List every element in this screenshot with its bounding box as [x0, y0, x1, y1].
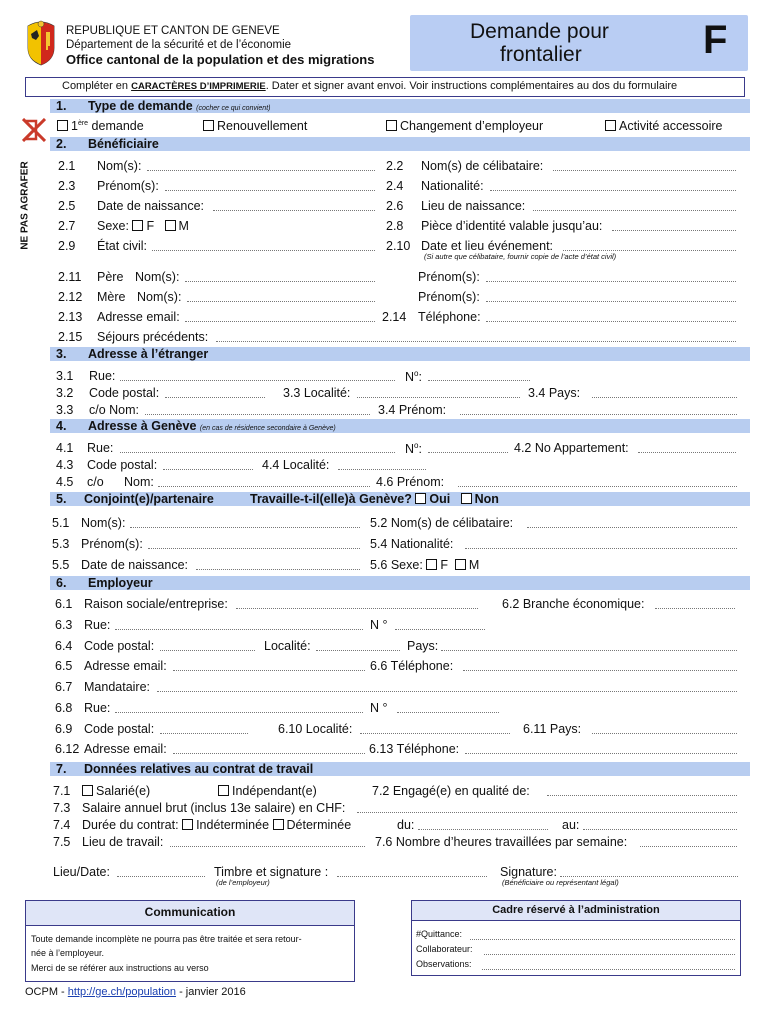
label: demande [88, 119, 144, 133]
label: Activité accessoire [619, 119, 723, 133]
field-label-surname: Nom(s): [97, 159, 142, 173]
field-label-postcode-abroad: Code postal: [89, 386, 160, 400]
label: Indéterminée [196, 818, 270, 832]
field-number: 2.10 [386, 239, 411, 253]
input-mother-name[interactable] [187, 301, 375, 302]
option-secondary-activity[interactable] [605, 119, 723, 133]
input-agent-locality[interactable] [360, 733, 510, 734]
field-number: 2.12 [58, 290, 83, 304]
field-label-nationality: Nationalité: [421, 179, 484, 193]
label: N [405, 370, 415, 385]
input-agent-postcode[interactable] [160, 733, 248, 734]
field-label-co-geneva: c/o [87, 475, 104, 489]
input-employer-phone[interactable] [463, 670, 737, 671]
field-label-business-sector: 6.2 Branche économique: [502, 597, 645, 611]
field-label-spouse-sex: 5.6 Sexe: [370, 558, 423, 572]
communication-header [26, 901, 354, 926]
input-civil-status[interactable] [152, 250, 375, 251]
input-number-geneva[interactable] [428, 452, 508, 453]
section-1-header [50, 99, 750, 113]
admin-input-observations[interactable] [482, 969, 735, 970]
field-label-co-name-abroad: c/o Nom: [89, 403, 140, 417]
field-label-co-first-name-abroad: 3.4 Prénom: [378, 403, 447, 417]
field-label-street-geneva: Rue: [87, 441, 114, 455]
field-label-to: au: [562, 818, 580, 832]
input-birth-date[interactable] [213, 210, 375, 211]
label-sup: o [414, 441, 419, 450]
field-number: 5.1 [52, 516, 70, 530]
header-republic: REPUBLIQUE ET CANTON DE GENEVE [66, 25, 280, 37]
field-number: 4.3 [56, 458, 74, 472]
field-number: 4.1 [56, 441, 74, 455]
admin-label-staff: Collaborateur: [416, 944, 473, 954]
field-label-employer-locality: Localité: [264, 639, 311, 653]
field-label-agent-phone: 6.13 Téléphone: [369, 742, 460, 756]
input-employer-street[interactable] [115, 629, 363, 630]
input-co-first-name-geneva[interactable] [458, 486, 737, 487]
field-number: 6.8 [55, 701, 73, 715]
field-label-employer-postcode: Code postal: [84, 639, 155, 653]
field-label-mother-first-name: Prénom(s): [418, 290, 480, 304]
input-co-name-geneva[interactable] [158, 486, 370, 487]
label: Changement d’employeur [400, 119, 544, 133]
admin-input-staff[interactable] [484, 954, 735, 955]
section-number: 1. [56, 99, 67, 113]
header-office: Office cantonal de la population et des migrations [66, 52, 375, 67]
field-number: 2.2 [386, 159, 404, 173]
section-title: Bénéficiaire [88, 137, 159, 151]
field-label-country-abroad: 3.4 Pays: [528, 386, 581, 400]
input-agent-number[interactable] [397, 712, 499, 713]
input-employer-email[interactable] [173, 670, 365, 671]
employer-stamp-note: (de l’employeur) [216, 878, 270, 887]
section-title: Conjoint(e)/partenaire [84, 492, 214, 506]
communication-line2: née à l’employeur. [31, 948, 105, 958]
field-number: 2.7 [58, 219, 76, 233]
field-spouse-sex [370, 558, 479, 572]
question-text: Travaille-t-il(elle)à Genève? [250, 492, 412, 506]
instructions-post: . Dater et signer avant envoi. Voir instructions complémentaires au dos du formulaire [265, 80, 678, 92]
input-employer-country[interactable] [441, 650, 737, 651]
section-number: 3. [56, 347, 67, 361]
field-number: 2.3 [58, 179, 76, 193]
footer [25, 986, 246, 998]
field-label-weekly-hours: 7.6 Nombre d’heures travaillées par semaine: [375, 835, 628, 849]
checkbox[interactable] [82, 785, 93, 796]
field-number: 3.1 [56, 369, 74, 383]
field-label-employer-phone: 6.6 Téléphone: [370, 659, 454, 673]
field-number: 4.5 [56, 475, 74, 489]
section-7-header [50, 762, 750, 776]
communication-line3: Merci de se référer aux instructions au verso [31, 963, 209, 973]
field-label-agent-street: Rue: [84, 701, 111, 715]
communication-line1: Toute demande incomplète ne pourra pas être traitée et sera retour- [31, 934, 302, 944]
label: Renouvellement [217, 119, 308, 133]
checkbox[interactable] [386, 120, 397, 131]
spouse-works-geneva-question [250, 492, 499, 506]
input-locality-geneva[interactable] [338, 469, 426, 470]
permit-letter: F [703, 18, 728, 62]
field-label-previous-stays: Séjours précédents: [97, 330, 209, 344]
section-title: Données relatives au contrat de travail [84, 762, 314, 776]
checkbox-oui[interactable] [415, 493, 426, 504]
field-label-agent-email: Adresse email: [84, 742, 167, 756]
input-weekly-hours[interactable] [640, 846, 737, 847]
input-co-name-abroad[interactable] [145, 414, 370, 415]
field-label-employer-country: Pays: [407, 639, 439, 653]
label: F [440, 558, 448, 572]
field-label-employer-stamp: Timbre et signature : [214, 865, 329, 879]
label-sup: ère [77, 119, 89, 127]
label: M [468, 558, 480, 572]
checkbox-sex-f[interactable] [132, 220, 143, 231]
field-label-spouse-nationality: 5.4 Nationalité: [370, 537, 454, 551]
input-maiden-name[interactable] [553, 170, 736, 171]
footer-date: - janvier 2016 [176, 986, 246, 998]
input-birth-place[interactable] [533, 210, 736, 211]
checkbox-sex-m[interactable] [165, 220, 176, 231]
field-label-co-first-name-geneva: 4.6 Prénom: [376, 475, 445, 489]
field-label-locality-abroad: 3.3 Localité: [283, 386, 351, 400]
field-number: 3.2 [56, 386, 74, 400]
input-agent-country[interactable] [592, 733, 737, 734]
input-co-first-name-abroad[interactable] [460, 414, 737, 415]
option-employee[interactable] [82, 784, 150, 798]
section-title [88, 99, 270, 116]
field-number: 6.4 [55, 639, 73, 653]
field-label-civil-status: État civil: [97, 239, 148, 253]
input-phone[interactable] [486, 321, 736, 322]
field-label-postcode-geneva: Code postal: [87, 458, 158, 472]
field-label-mother-name: Nom(s): [137, 290, 182, 304]
input-event-date-place[interactable] [563, 250, 736, 251]
field-label-id-validity: Pièce d’identité valable jusqu’au: [421, 219, 603, 233]
instructions-text [62, 80, 677, 92]
input-mother-first-name[interactable] [486, 301, 736, 302]
field-label-email: Adresse email: [97, 310, 180, 324]
field-label-father: Père [97, 270, 124, 284]
input-agent-phone[interactable] [465, 753, 737, 754]
field-number: 6.3 [55, 618, 73, 632]
input-spouse-birth-date[interactable] [196, 569, 360, 570]
footer-link[interactable]: http://ge.ch/population [67, 986, 177, 998]
field-number: 2.14 [382, 310, 407, 324]
admin-label-observations: Observations: [416, 959, 472, 969]
section-6-header [50, 576, 750, 590]
field-number: 5.5 [52, 558, 70, 572]
input-spouse-maiden-name[interactable] [527, 527, 737, 528]
field-label-street-abroad: Rue: [89, 369, 116, 383]
field-label-spouse-birth-date: Date de naissance: [81, 558, 189, 572]
checkbox-spouse-sex-f[interactable] [426, 559, 437, 570]
field-number: 2.4 [386, 179, 404, 193]
input-spouse-first-name[interactable] [148, 548, 360, 549]
field-number: 3.3 [56, 403, 74, 417]
label: : [418, 442, 422, 457]
input-place-date[interactable] [117, 876, 205, 877]
footer-prefix: OCPM - [25, 986, 68, 998]
field-number: 2.5 [58, 199, 76, 213]
input-email[interactable] [185, 321, 375, 322]
field-label-birth-date: Date de naissance: [97, 199, 205, 213]
field-label-place-date: Lieu/Date: [53, 865, 110, 879]
input-business-sector[interactable] [655, 608, 735, 609]
field-label-spouse-surname: Nom(s): [81, 516, 126, 530]
checkbox-spouse-sex-m[interactable] [455, 559, 466, 570]
section-number: 6. [56, 576, 67, 590]
section-number: 7. [56, 762, 67, 776]
input-number-abroad[interactable] [428, 380, 530, 381]
field-label-from: du: [397, 818, 415, 832]
section-number: 4. [56, 419, 67, 433]
label: : [418, 370, 422, 385]
field-number: 6.7 [55, 680, 73, 694]
label: Non [474, 492, 499, 506]
field-label-spouse-first-name: Prénom(s): [81, 537, 143, 551]
field-label-sex: Sexe: [97, 219, 129, 233]
input-country-abroad[interactable] [592, 397, 737, 398]
option-first-request[interactable] [57, 119, 144, 133]
field-label-contract-duration: Durée du contrat: [82, 818, 179, 832]
admin-box [411, 900, 741, 976]
doc-title-line2: frontalier [500, 43, 582, 66]
input-workplace[interactable] [170, 846, 365, 847]
field-label-father-name: Nom(s): [135, 270, 180, 284]
input-spouse-surname[interactable] [130, 527, 360, 528]
field-number: 2.9 [58, 239, 76, 253]
checkbox-indefinite[interactable] [182, 819, 193, 830]
label: Salarié(e) [96, 784, 151, 798]
geneva-coat-of-arms-logo [22, 18, 60, 66]
input-father-name[interactable] [185, 281, 375, 282]
field-label-mother: Mère [97, 290, 126, 304]
communication-box [25, 900, 355, 982]
label: F [146, 219, 155, 233]
field-label-spouse-maiden-name: 5.2 Nom(s) de célibataire: [370, 516, 514, 530]
section-4-header [50, 419, 750, 433]
field-sex [97, 219, 189, 233]
field-label-number-abroad [405, 369, 422, 384]
section-title: Adresse à l’étranger [88, 347, 209, 361]
field-contract-duration [82, 818, 351, 832]
input-first-name[interactable] [165, 190, 375, 191]
admin-label-receipt: #Quittance: [416, 929, 463, 939]
signature-note: (Bénéficiaire ou représentant légal) [502, 878, 619, 887]
field-number: 7.4 [53, 818, 71, 832]
input-street-geneva[interactable] [120, 452, 395, 453]
section-number: 5. [56, 492, 67, 506]
section-title [88, 419, 336, 436]
label: 1 [71, 119, 78, 133]
input-previous-stays[interactable] [216, 341, 736, 342]
field-number: 6.12 [55, 742, 80, 756]
doc-title-line1: Demande pour [470, 20, 609, 43]
input-agent-street[interactable] [115, 712, 363, 713]
field-number: 2.15 [58, 330, 83, 344]
input-employer-postcode[interactable] [160, 650, 255, 651]
label: Déterminée [286, 818, 352, 832]
admin-input-receipt[interactable] [470, 939, 735, 940]
section-title-text: Adresse à Genève [88, 419, 197, 433]
field-number: 2.13 [58, 310, 83, 324]
input-surname[interactable] [147, 170, 375, 171]
section-note: (en cas de résidence secondaire à Genève) [199, 425, 336, 432]
label: Oui [429, 492, 451, 506]
no-staple-icon [22, 118, 46, 142]
field-label-company: Raison sociale/entreprise: [84, 597, 228, 611]
input-street-abroad[interactable] [120, 380, 395, 381]
field-number: 7.5 [53, 835, 71, 849]
input-postcode-abroad[interactable] [165, 397, 265, 398]
checkbox[interactable] [605, 120, 616, 131]
field-label-phone: Téléphone: [418, 310, 481, 324]
field-label-agent-number: N ° [370, 701, 388, 715]
option-change-employer[interactable] [386, 119, 543, 133]
field-label-employer-street: Rue: [84, 618, 111, 632]
option-renewal[interactable] [203, 119, 307, 133]
input-annual-salary[interactable] [357, 812, 737, 813]
side-label-no-staple: NE PAS AGRAFER [19, 161, 31, 250]
label: N [405, 442, 415, 457]
field-label-event-date-place: Date et lieu événement: [421, 239, 554, 253]
input-postcode-geneva[interactable] [163, 469, 253, 470]
input-employer-stamp[interactable] [337, 876, 487, 877]
input-agent[interactable] [157, 691, 737, 692]
section-note: (cocher ce qui convient) [196, 105, 271, 112]
field-number: 5.3 [52, 537, 70, 551]
input-employer-locality[interactable] [316, 650, 400, 651]
field-number: 2.1 [58, 159, 76, 173]
instructions-pre: Compléter en [62, 80, 132, 92]
checkbox[interactable] [57, 120, 68, 131]
field-label-employer-email: Adresse email: [84, 659, 167, 673]
section-title-text: Type de demande [88, 99, 193, 113]
field-label-maiden-name: Nom(s) de célibataire: [421, 159, 544, 173]
communication-title: Communication [144, 905, 236, 919]
field-label-workplace: Lieu de travail: [82, 835, 164, 849]
checkbox[interactable] [203, 120, 214, 131]
instructions-caps: CARACTÈRES D’IMPRIMERIE [131, 81, 266, 92]
section-title: Employeur [88, 576, 153, 590]
field-label-birth-place: Lieu de naissance: [421, 199, 526, 213]
label: Indépendant(e) [232, 784, 317, 798]
field-label-apartment: 4.2 No Appartement: [514, 441, 629, 455]
field-label-signature: Signature: [500, 865, 557, 879]
checkbox-non[interactable] [461, 493, 472, 504]
checkbox[interactable] [218, 785, 229, 796]
section-5-header [50, 492, 750, 506]
option-self-employed[interactable] [218, 784, 317, 798]
input-apartment[interactable] [638, 452, 736, 453]
field-label-locality-geneva: 4.4 Localité: [262, 458, 330, 472]
input-contract-from[interactable] [418, 829, 548, 830]
admin-header [412, 901, 740, 921]
input-agent-email[interactable] [173, 753, 365, 754]
header-department: Département de la sécurité et de l’économie [66, 39, 292, 51]
field-label-agent: Mandataire: [84, 680, 151, 694]
input-spouse-nationality[interactable] [465, 548, 737, 549]
admin-title: Cadre réservé à l’administration [492, 904, 660, 916]
input-nationality[interactable] [490, 190, 736, 191]
section-3-header [50, 347, 750, 361]
input-position[interactable] [547, 795, 737, 796]
field-number: 2.8 [386, 219, 404, 233]
field-number: 2.6 [386, 199, 404, 213]
field-number: 6.1 [55, 597, 73, 611]
field-number: 6.9 [55, 722, 73, 736]
field-number: 7.3 [53, 801, 71, 815]
label-sup: o [414, 369, 419, 378]
input-employer-number[interactable] [395, 629, 485, 630]
input-contract-to[interactable] [583, 829, 737, 830]
civil-status-note: (Si autre que célibataire, fournir copie de l’acte d’état civil) [424, 252, 617, 261]
label: M [178, 219, 189, 233]
field-number: 6.5 [55, 659, 73, 673]
field-label-agent-country: 6.11 Pays: [523, 722, 582, 736]
input-company[interactable] [236, 608, 478, 609]
input-father-first-name[interactable] [486, 281, 736, 282]
field-label-co-name-geneva: Nom: [124, 475, 154, 489]
checkbox-fixed-term[interactable] [273, 819, 284, 830]
field-label-number-geneva [405, 441, 422, 456]
field-number: 7.1 [53, 784, 71, 798]
input-id-validity[interactable] [612, 230, 736, 231]
field-label-position: 7.2 Engagé(e) en qualité de: [372, 784, 530, 798]
field-label-annual-salary: Salaire annuel brut (inclus 13e salaire) en CHF: [82, 801, 346, 815]
field-label-agent-postcode: Code postal: [84, 722, 155, 736]
field-label-father-first-name: Prénom(s): [418, 270, 480, 284]
field-label-first-name: Prénom(s): [97, 179, 159, 193]
field-label-employer-number: N ° [370, 618, 388, 632]
section-number: 2. [56, 137, 67, 151]
field-label-agent-locality: 6.10 Localité: [278, 722, 353, 736]
input-locality-abroad[interactable] [357, 397, 520, 398]
field-number: 2.11 [58, 270, 82, 284]
section-2-header [50, 137, 750, 151]
input-signature[interactable] [560, 876, 738, 877]
